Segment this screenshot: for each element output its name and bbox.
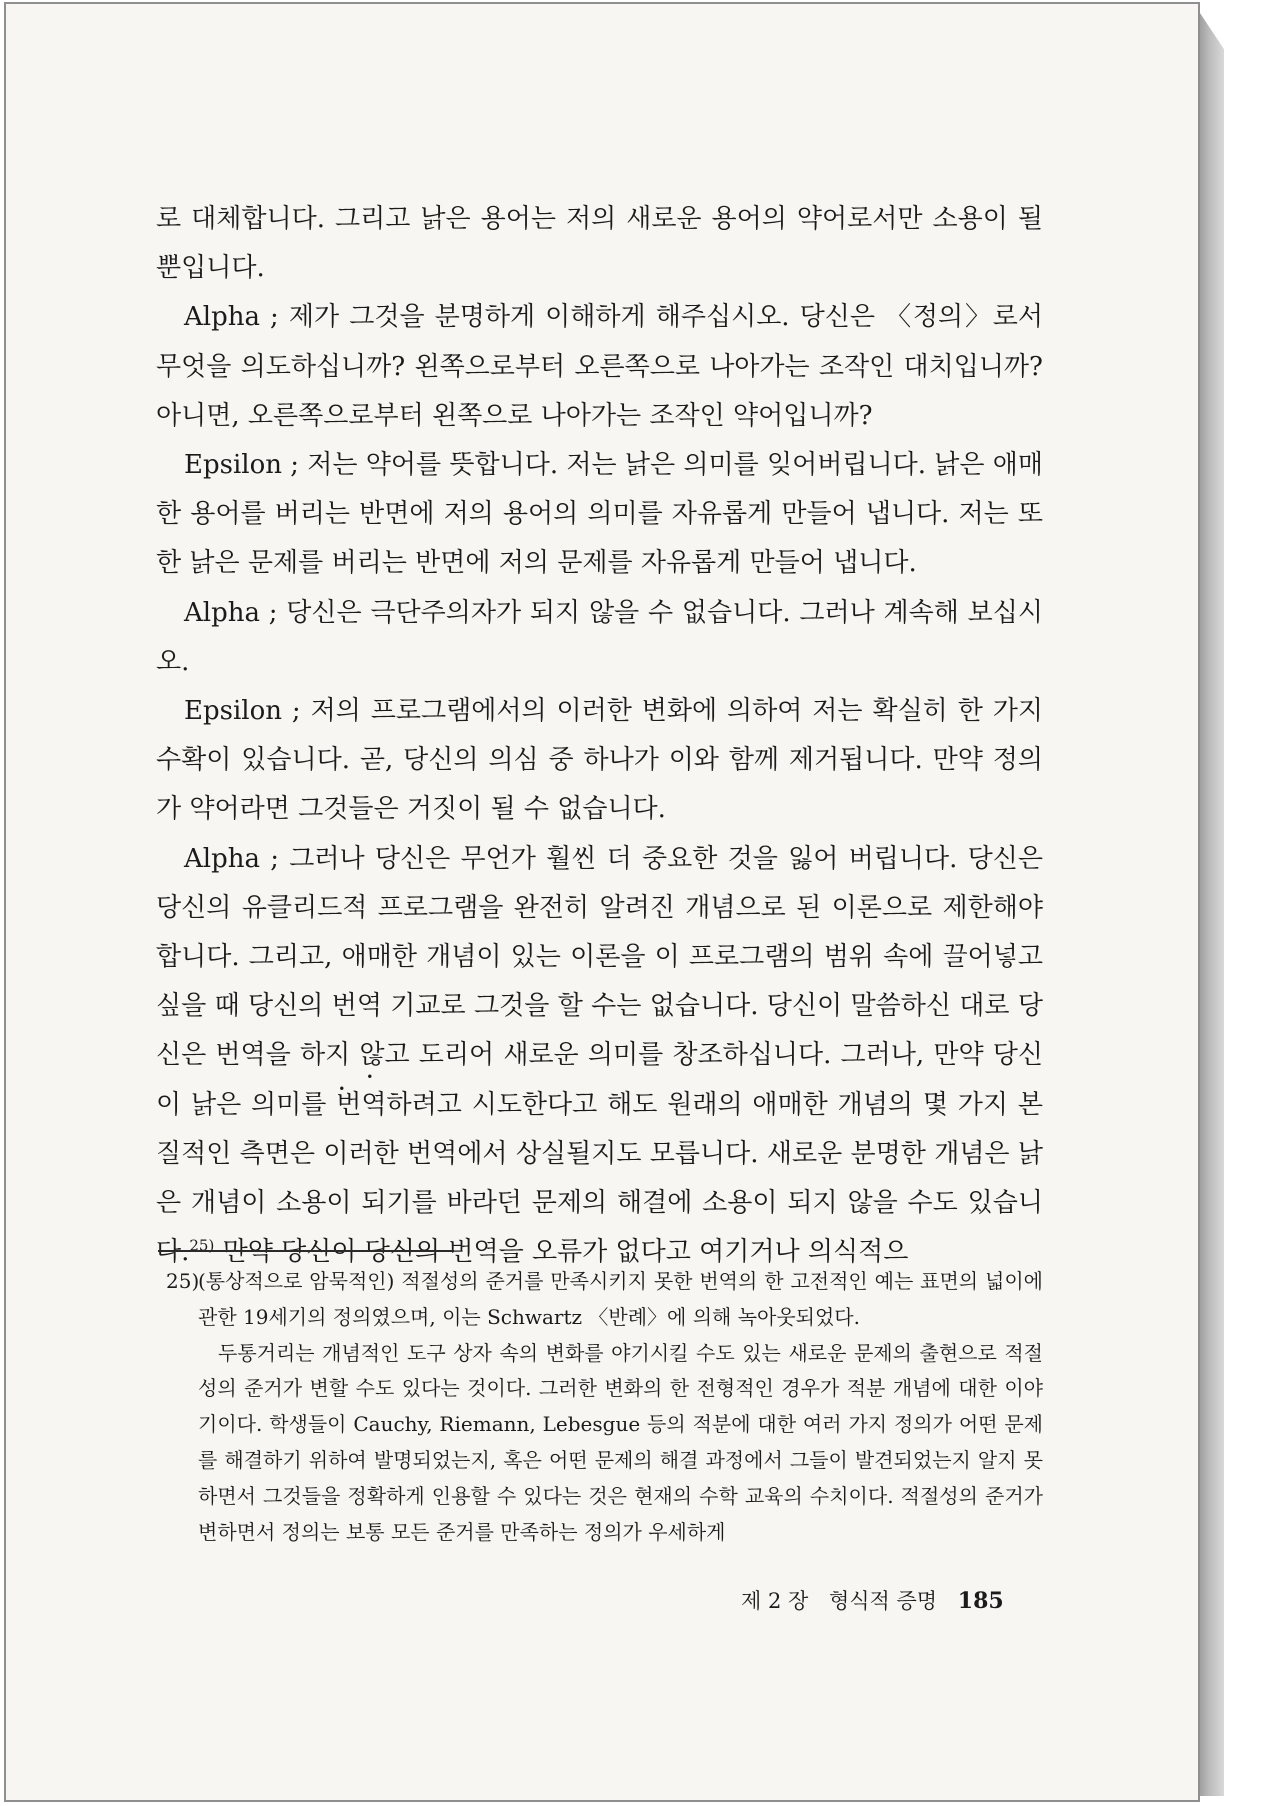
main-text	[156, 195, 1043, 1277]
paragraph-epsilon-2: Epsilon ; 저의 프로그램에서의 이러한 변화에 의하여 저는 확실히 한 가지 수확이 있습니다. 곧, 당신의 의심 중 하나가 이와 함께 제거됩니다. 만약 정의가 약어라면 그것들은 거짓이 될 수 없습니다.	[156, 696, 1043, 825]
paragraph-alpha-3-part-2: 하려고 시도한다고 해도 원래의 애매한 개념의 몇 가지 본질적인 측면은 이러한 번역에서 상실될지도 모릅니다. 새로운 분명한 개념은 낡은 개념이 소용이 되기를 바라던 문제의 해결에 소용이 되지 않을 수도 있습니다.	[156, 1089, 1043, 1268]
book-page	[4, 2, 1200, 1802]
paragraph-alpha-2: Alpha ; 당신은 극단주의자가 되지 않을 수 없습니다. 그러나 계속해 보십시오.	[156, 597, 1043, 677]
footnote-25	[166, 1264, 1043, 1336]
page-number: 185	[957, 1588, 1004, 1614]
footnote-reference: 25)	[189, 1236, 215, 1255]
paragraph-epsilon-1: Epsilon ; 저는 약어를 뜻합니다. 저는 낡은 의미를 잊어버립니다. 낡은 애매한 용어를 버리는 반면에 저의 용어의 의미를 자유롭게 만들어 냅니다. 저는 또한 낡은 문제를 버리는 반면에 저의 문제를 자유롭게 만들어 냅니다.	[156, 450, 1043, 579]
chapter-title: 형식적 증명	[828, 1589, 938, 1613]
page-footer	[741, 1585, 1041, 1615]
page-edge-shadow	[1198, 10, 1224, 1796]
paragraph-alpha-3	[156, 835, 1043, 1278]
footnote-continuation: 두통거리는 개념적인 도구 상자 속의 변화를 야기시킬 수도 있는 새로운 문제의 출현으로 적절성의 준거가 변할 수도 있다는 것이다. 그러한 변화의 한 전형적인 경우가 적분 개념에 대한 이야기이다. 학생들이 Cauchy, Riemann, Lebesgue 등의 적분에 대한 여러 가지 정의가 어떤 문제를 해결하기 위하여 발명되었는지, 혹은 어떤 문제의 해결 과정에서 그들이 발견되었는지 알지 못하면서 그것들을 정확하게 인용할 수 있다는 것은 현재의 수학 교육의 수치이다. 적절성의 준거가 변하면서 정의는 보통 모든 준거를 만족하는 정의가 우세하게	[198, 1340, 1043, 1544]
footnotes	[166, 1264, 1043, 1550]
paragraph-alpha-1: Alpha ; 제가 그것을 분명하게 이해하게 해주십시오. 당신은 〈정의〉로서 무엇을 의도하십니까? 왼쪽으로부터 오른쪽으로 나아가는 조작인 대치입니까? 아니면, 오른쪽으로부터 왼쪽으로 나아가는 조작인 약어입니까?	[156, 302, 1043, 431]
chapter-label: 제 2 장	[741, 1589, 809, 1613]
footnote-text: (통상적으로 암묵적인) 적절성의 준거를 만족시키지 못한 번역의 한 고전적인 예는 표면의 넓이에 관한 19세기의 정의였으며, 이는 Schwartz 〈반례〉에 의해 녹아웃되었다.	[198, 1269, 1043, 1329]
paragraph-alpha-3-part-3: 만약 당신이 당신의 번역을 오류가 없다고 여기거나 의식적으	[214, 1237, 909, 1268]
paragraph-1: 로 대체합니다. 그리고 낡은 용어는 저의 새로운 용어의 약어로서만 소용이 될 뿐입니다.	[156, 204, 1043, 284]
paragraph-alpha-3-part-1: Alpha ; 그러나 당신은 무언가 훨씬 더 중요한 것을 잃어 버립니다. 당신은 당신의 유클리드적 프로그램을 완전히 알려진 개념으로 된 이론으로 제한해야 합니다. 그리고, 애매한 개념이 있는 이론을 이 프로그램의 범위 속에 끌어넣고 싶을 때 당신의 번역 기교로 그것을 할 수는 없습니다. 당신이 말씀하신 대로 당신은 번역을 하지 않고 도리어 새로운 의미를 창조하십니다. 그러나, 만약 당신이 낡은 의미를	[156, 843, 1043, 1120]
footnote-divider	[158, 1250, 454, 1252]
footnote-number: 25)	[166, 1269, 200, 1293]
emphasis-dotted-word: • • 번역	[336, 1090, 386, 1120]
